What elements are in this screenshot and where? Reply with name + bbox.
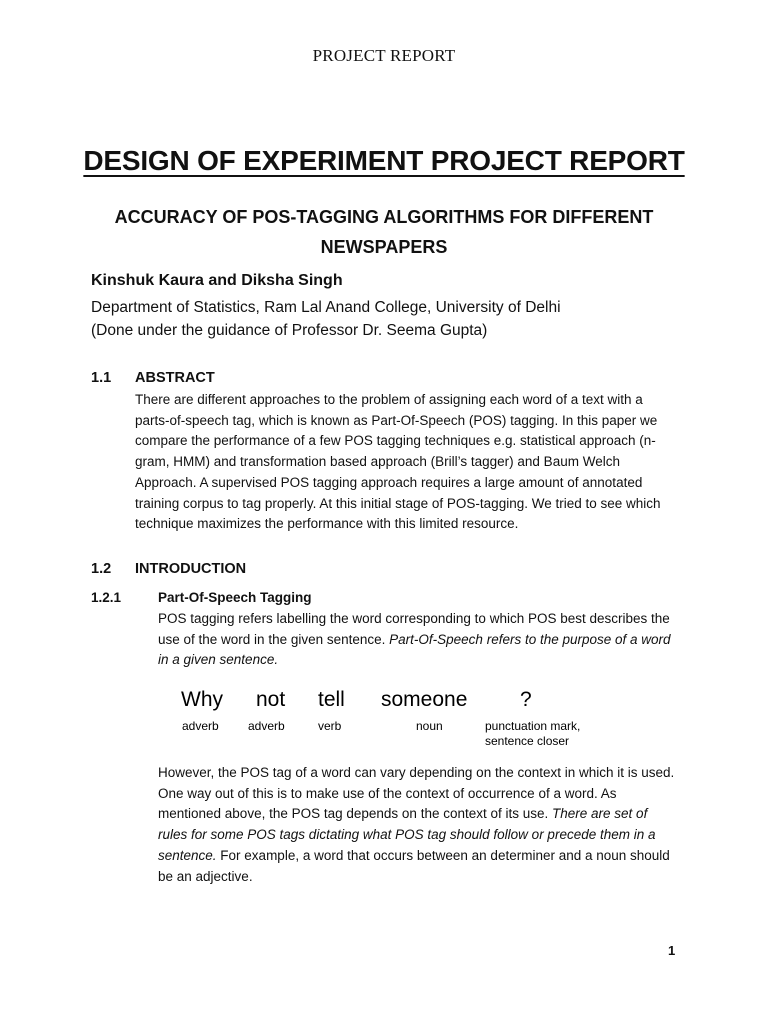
pos-definition-italic-text: Part-Of-Speech refers to the purpose of a word in a given sentence. xyxy=(158,631,671,668)
pos-example-tag: punctuation mark, sentence closer xyxy=(485,719,581,748)
pos-example-word: Why xyxy=(181,688,223,711)
pos-example-tag: verb xyxy=(318,719,342,733)
pos-example-tag: adverb xyxy=(248,719,285,733)
pos-context-paragraph xyxy=(158,763,678,887)
pos-tagging-subsection-number: 1.2.1 xyxy=(91,590,122,605)
pos-tagging-subsection-heading: Part-Of-Speech Tagging xyxy=(158,590,312,605)
pos-context-text-end: For example, a word that occurs between an determiner and a noun should be an adjective. xyxy=(158,847,670,884)
pos-context-italic-text: There are set of rules for some POS tags dictating what POS tag should follow or precede them in a sentence. xyxy=(158,806,656,863)
page-number: 1 xyxy=(668,943,676,958)
abstract-section-number: 1.1 xyxy=(91,370,112,386)
pos-example-figure xyxy=(170,688,590,752)
authors: Kinshuk Kaura and Diksha Singh xyxy=(91,272,343,289)
pos-definition-text: POS tagging refers labelling the word corresponding to which POS best describes the use of the word in the given sentence. xyxy=(158,611,670,647)
pos-example-word: ? xyxy=(520,688,532,711)
pos-example-word: tell xyxy=(318,688,345,711)
abstract-heading: ABSTRACT xyxy=(135,370,215,386)
affiliation-line-1: Department of Statistics, Ram Lal Anand College, University of Delhi xyxy=(91,299,561,316)
document-subtitle: ACCURACY OF POS-TAGGING ALGORITHMS FOR DIFFERENT NEWSPAPERS xyxy=(114,207,654,257)
document-title: DESIGN OF EXPERIMENT PROJECT REPORT xyxy=(83,145,685,176)
pos-example-tag: noun xyxy=(416,719,443,733)
abstract-paragraph: There are different approaches to the problem of assigning each word of a text with a parts-of-speech tag, which is known as Part-Of-Speech (POS) tagging. In this paper we compare the performance of a few POS tagging techniques e.g. statistical approach (n-gram, HMM) and transformation based approach (Brill’s tagger) and Baum Welch Approach. A supervised POS tagging approach requires a large amount of annotated training corpus to tag properly. At this initial stage of POS-tagging. We tried to see which technique maximizes the performance with this limited resource. xyxy=(135,392,661,532)
running-header: PROJECT REPORT xyxy=(312,46,456,65)
pos-example-word: not xyxy=(256,688,286,711)
pos-example-word: someone xyxy=(381,688,468,711)
introduction-section-number: 1.2 xyxy=(91,561,112,577)
pos-example-tag: adverb xyxy=(182,719,219,733)
pos-context-text: However, the POS tag of a word can vary depending on the context in which it is used. One way out of this is to make use of the context of occurrence of a word. As mentioned above, the POS tag depends on the context of its use. xyxy=(158,765,675,822)
affiliation-line-2: (Done under the guidance of Professor Dr. Seema Gupta) xyxy=(91,322,488,339)
pos-definition-paragraph xyxy=(158,609,678,671)
introduction-heading: INTRODUCTION xyxy=(135,561,247,577)
